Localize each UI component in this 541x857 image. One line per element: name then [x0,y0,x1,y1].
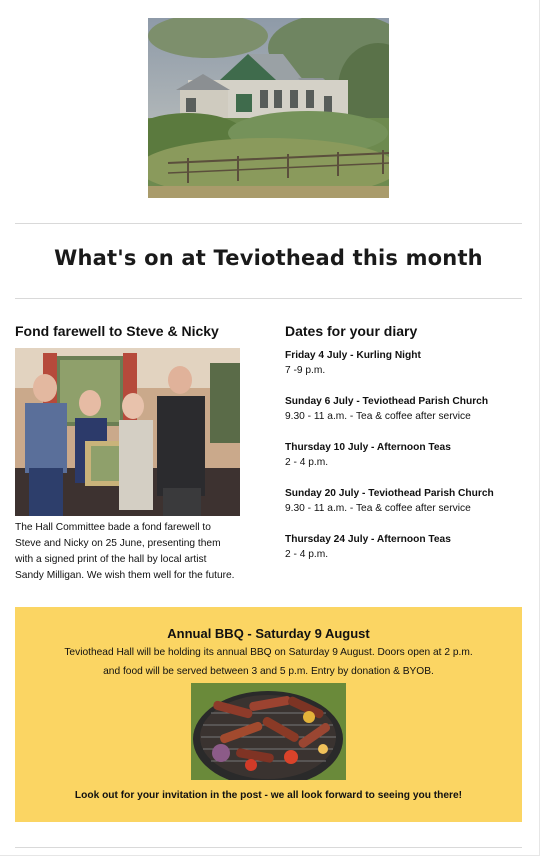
event-heading: Sunday 6 July - Teviothead Parish Church [285,396,489,407]
event-time: 2 - 4 p.m. [285,549,329,560]
page-title: What's on at Teviothead this month [54,246,483,270]
bbq-grill-photo [191,683,346,780]
hall-painting-image [148,18,389,198]
bbq-text-line: Teviothead Hall will be holding its annual BBQ on Saturday 9 August. Doors open at 2 p.m. [64,647,473,658]
diary-event [285,440,525,470]
farewell-paragraph [15,520,255,584]
bbq-title: Annual BBQ - Saturday 9 August [167,626,370,641]
event-time: 2 - 4 p.m. [285,457,329,468]
diary-event [285,394,525,424]
event-heading: Sunday 20 July - Teviothead Parish Church [285,488,494,499]
diary-event [285,532,525,562]
farewell-line: The Hall Committee bade a fond farewell to [15,522,211,533]
event-time: 9.30 - 11 a.m. - Tea & coffee after service [285,411,471,422]
diary-event [285,486,525,516]
farewell-section [15,323,255,584]
event-time: 7 -9 p.m. [285,365,326,376]
diary-section [285,323,525,562]
event-heading: Thursday 10 July - Afternoon Teas [285,442,451,453]
farewell-line: Steve and Nicky on 25 June, presenting them [15,538,221,549]
farewell-line: Sandy Milligan. We wish them well for the future. [15,570,235,581]
divider [15,223,522,224]
event-heading: Friday 4 July - Kurling Night [285,350,421,361]
bbq-footer-text: Look out for your invitation in the post - we all look forward to seeing you there! [74,790,463,801]
divider [15,847,522,848]
farewell-heading: Fond farewell to Steve & Nicky [15,323,219,339]
event-time: 9.30 - 11 a.m. - Tea & coffee after service [285,503,471,514]
diary-heading: Dates for your diary [285,323,418,339]
diary-event [285,348,525,378]
farewell-photo [15,348,240,516]
farewell-line: with a signed print of the hall by local artist [15,554,207,565]
event-heading: Thursday 24 July - Afternoon Teas [285,534,451,545]
divider [15,298,522,299]
bbq-text-line: and food will be served between 3 and 5 p.m. Entry by donation & BYOB. [103,666,434,677]
bbq-announcement [15,607,522,822]
